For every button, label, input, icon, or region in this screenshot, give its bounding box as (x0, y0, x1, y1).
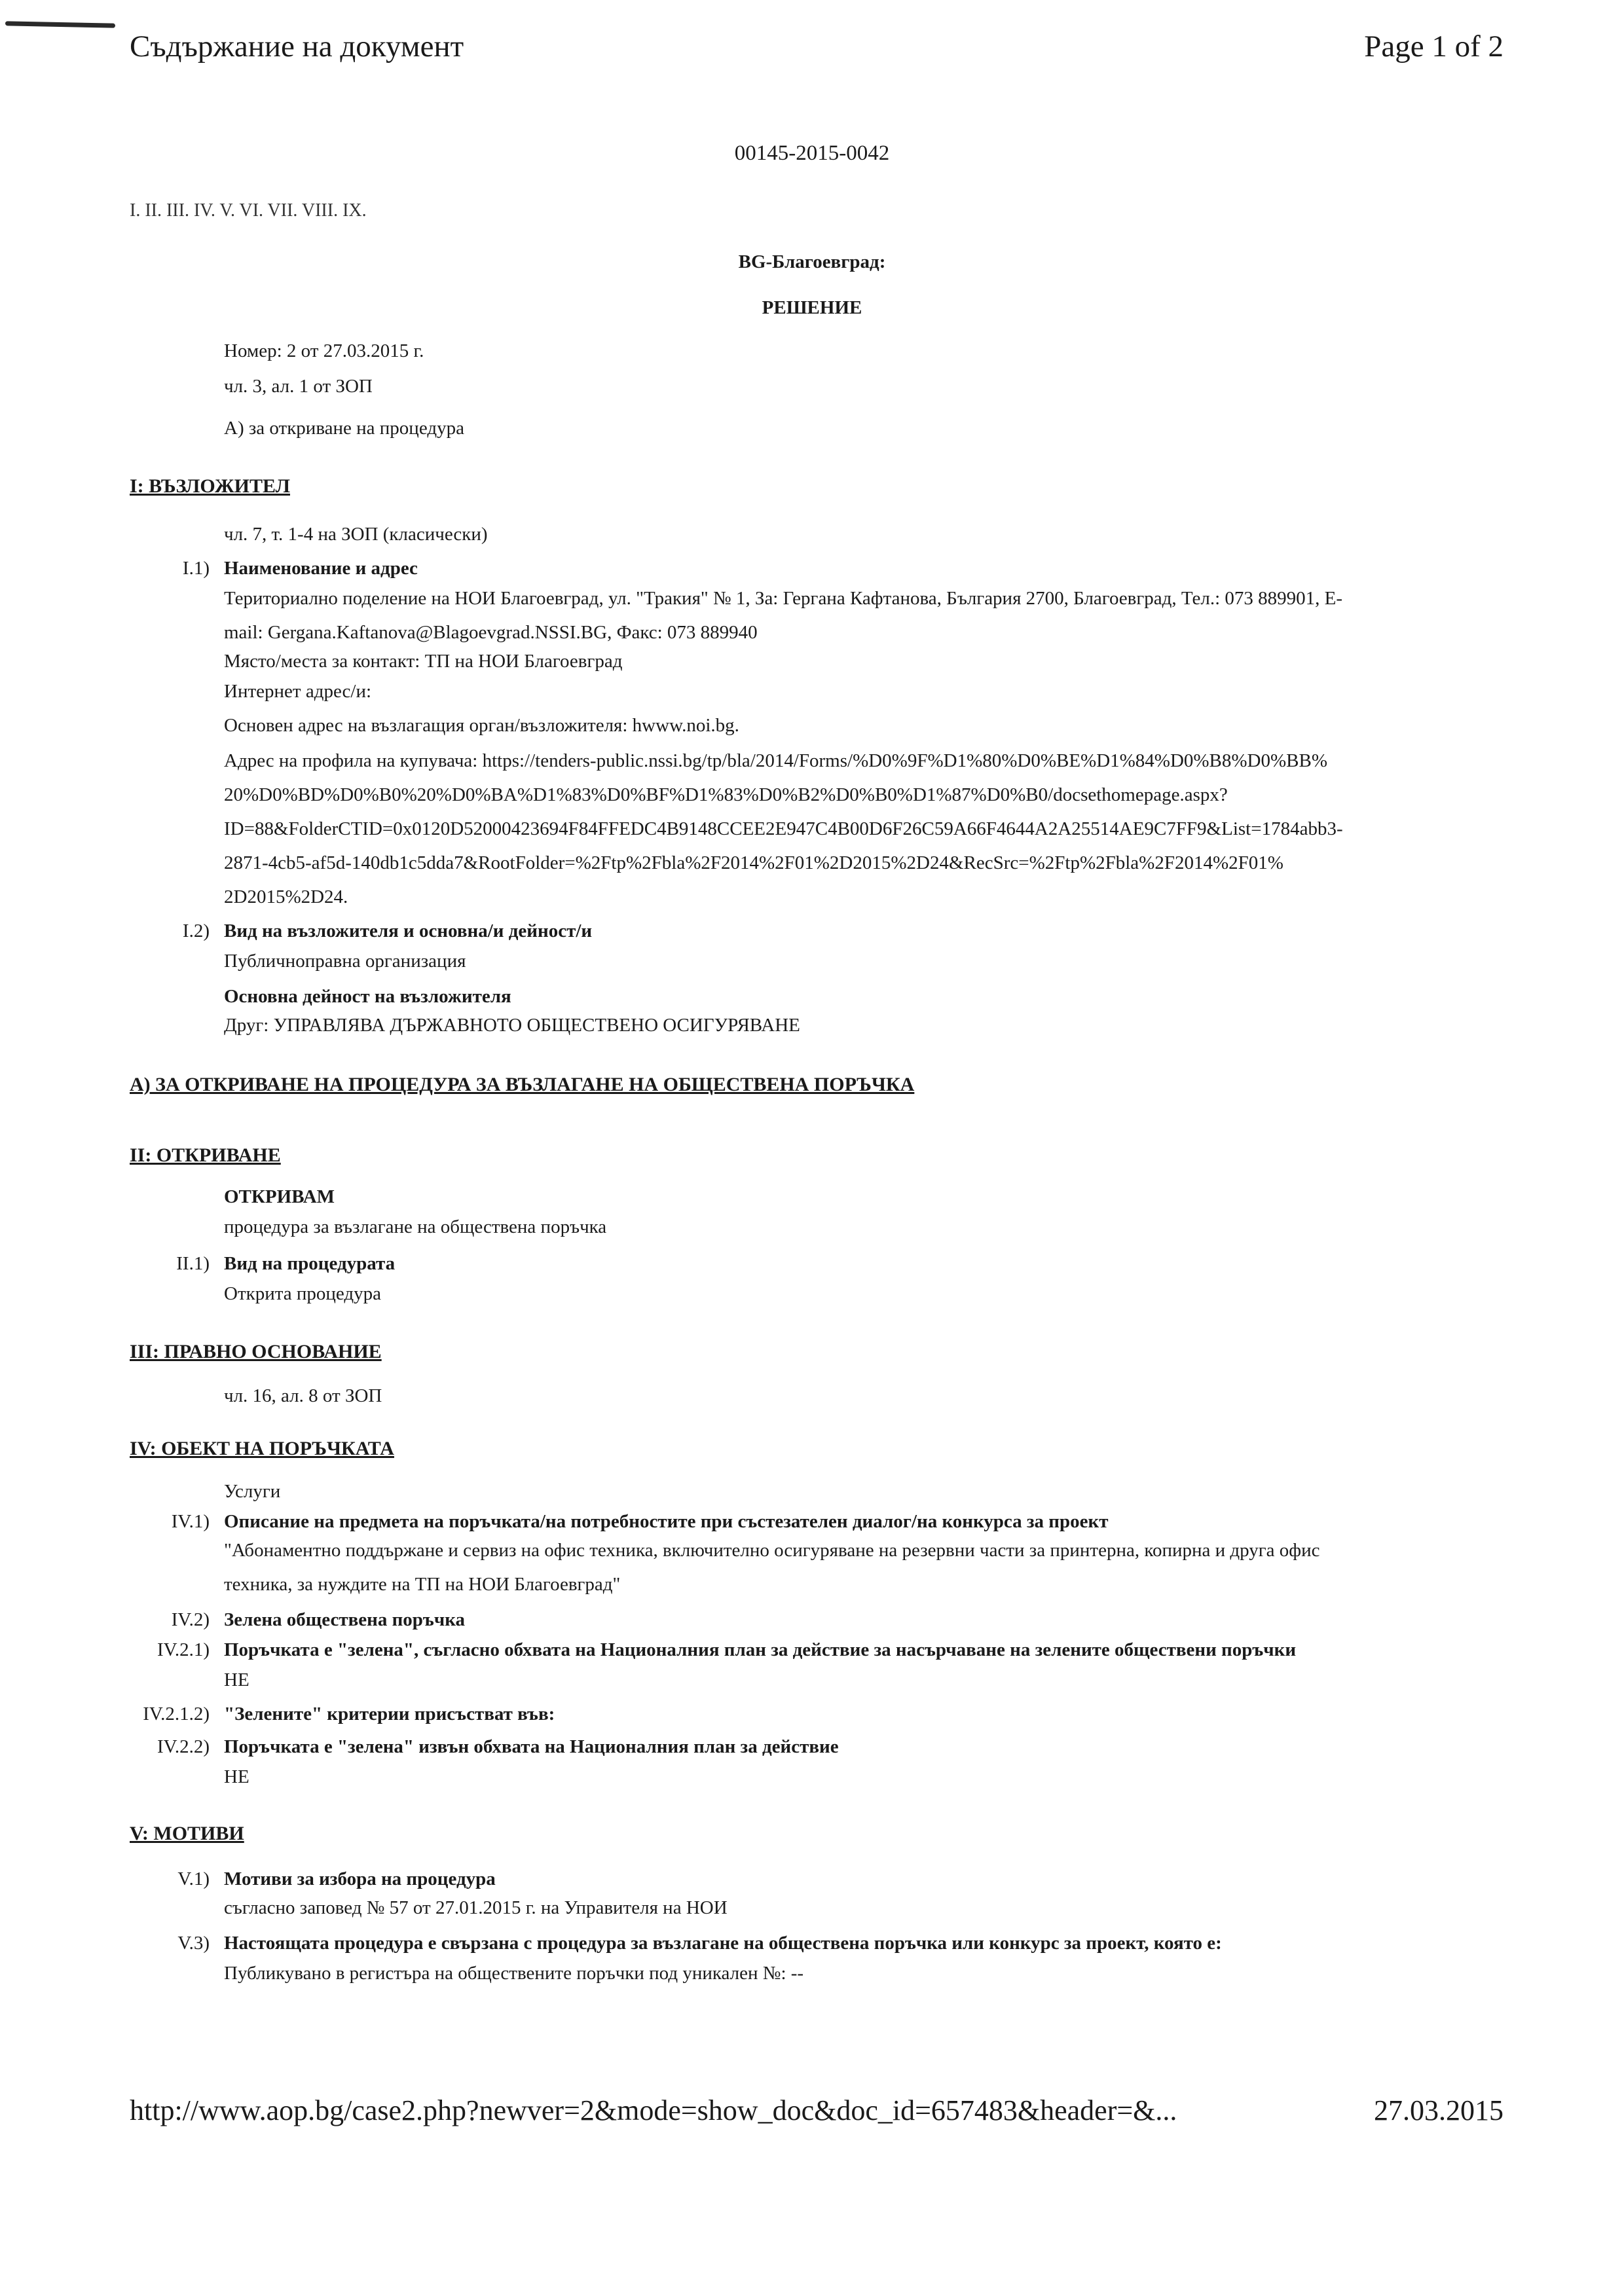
item-iv22-value: НЕ (224, 1766, 249, 1787)
page-number: Page 1 of 2 (1364, 29, 1504, 64)
contract-type: Услуги (224, 1481, 281, 1502)
item-iv2-number: IV.2) (171, 1609, 210, 1630)
buyer-profile-line-2: 20%D0%BD%D0%B0%20%D0%BA%D1%83%D0%BF%D1%83%D0%B2%D0%B0%D1%87%D0%B0/docsethomepage.aspx? (224, 784, 1228, 805)
address-line-1: Териториално поделение на НОИ Благоевград, ул. "Тракия" № 1, За: Гергана Кафтанова, България 2700, Благоевград, Тел.: 073 889901, E- (224, 588, 1343, 609)
legal-basis: чл. 3, ал. 1 от ЗОП (224, 376, 373, 397)
item-v1-number: V.1) (177, 1868, 210, 1889)
item-i2-title: Вид на възложителя и основна/и дейност/и (224, 920, 593, 941)
document-number: 00145-2015-0042 (734, 141, 890, 165)
section-a-title: А) ЗА ОТКРИВАНЕ НА ПРОЦЕДУРА ЗА ВЪЗЛАГАНЕ НА ОБЩЕСТВЕНА ПОРЪЧКА (130, 1074, 915, 1095)
section-1-basis: чл. 7, т. 1-4 на ЗОП (класически) (224, 524, 488, 545)
item-iv212-number: IV.2.1.2) (143, 1704, 210, 1724)
contact-place: Място/места за контакт: ТП на НОИ Благоевград (224, 651, 623, 672)
internet-addresses-label: Интернет адрес/и: (224, 681, 372, 702)
item-ii1-title: Вид на процедурата (224, 1253, 396, 1274)
document-type-heading: РЕШЕНИЕ (762, 297, 862, 318)
item-v1-text: съгласно заповед № 57 от 27.01.2015 г. на Управителя на НОИ (224, 1897, 728, 1918)
footer-source-url: http://www.aop.bg/case2.php?newver=2&mode=show_doc&doc_id=657483&header=&... (130, 2094, 1177, 2126)
item-v3-title: Настоящата процедура е свързана с процедура за възлагане на обществена поръчка или конкурс за проект, която е: (224, 1933, 1222, 1954)
footer-print-date: 27.03.2015 (1374, 2094, 1504, 2126)
section-1-title: I: ВЪЗЛОЖИТЕЛ (130, 475, 290, 497)
item-iv22-number: IV.2.2) (157, 1736, 210, 1757)
item-i1-number: I.1) (182, 558, 210, 579)
open-title: ОТКРИВАМ (224, 1186, 335, 1207)
procedure-type: Открита процедура (224, 1283, 382, 1304)
section-3-title: III: ПРАВНО ОСНОВАНИЕ (130, 1341, 382, 1362)
decision-number: Номер: 2 от 27.03.2015 г. (224, 340, 424, 361)
contract-description-line-2: техника, за нуждите на ТП на НОИ Благоевград" (224, 1574, 621, 1595)
address-line-2: mail: Gergana.Kaftanova@Blagoevgrad.NSSI.BG, Факс: 073 889940 (224, 622, 758, 643)
item-iv212-title: "Зелените" критерии присъстват във: (224, 1704, 555, 1724)
location-heading: BG-Благоевград: (738, 251, 886, 272)
main-activity-title: Основна дейност на възложителя (224, 986, 511, 1007)
buyer-profile-line-4: 2871-4cb5-af5d-140db1c5dda7&RootFolder=%2Ftp%2Fbla%2F2014%2F01%2D2015%2D24&RecSrc=%2Ftp%2Fbla%2F2014%2F01% (224, 852, 1283, 873)
section-5-title: V: МОТИВИ (130, 1823, 244, 1844)
item-v1-title: Мотиви за избора на процедура (224, 1868, 496, 1889)
sections-navigation: I. II. III. IV. V. VI. VII. VIII. IX. (130, 200, 367, 221)
decision-purpose: А) за откриване на процедура (224, 418, 464, 439)
buyer-profile-line-3: ID=88&FolderCTID=0x0120D52000423694F84FFEDC4B9148CCEE2E947C4B00D6F26C59A66F4644A2A25514AE9C7FF9&List=1784abb3- (224, 818, 1343, 839)
contract-description-line-1: "Абонаментно поддържане и сервиз на офис техника, включително осигуряване на резервни части за принтерна, копирна и друга офис (224, 1540, 1320, 1561)
main-address: Основен адрес на възлагащия орган/възложителя: hwww.noi.bg. (224, 715, 739, 736)
item-iv1-number: IV.1) (171, 1511, 210, 1532)
page-header-title: Съдържание на документ (130, 29, 464, 64)
section-2-title: II: ОТКРИВАНЕ (130, 1144, 281, 1166)
contracting-authority-type: Публичноправна организация (224, 951, 466, 972)
item-iv21-value: НЕ (224, 1669, 249, 1690)
item-iv21-title: Поръчката е "зелена", съгласно обхвата на Националния план за действие за насърчаване на зелените обществени поръчки (224, 1639, 1297, 1660)
buyer-profile-line-1: Адрес на профила на купувача: https://tenders-public.nssi.bg/tp/bla/2014/Forms/%D0%9F%D1%80%D0%BE%D1%84%D0%B8%D0%BB% (224, 750, 1328, 771)
item-i1-title: Наименование и адрес (224, 558, 418, 579)
item-v3-number: V.3) (177, 1933, 210, 1954)
open-text: процедура за възлагане на обществена поръчка (224, 1216, 607, 1237)
scan-artifact (5, 21, 115, 28)
item-iv2-title: Зелена обществена поръчка (224, 1609, 465, 1630)
section-4-title: IV: ОБЕКТ НА ПОРЪЧКАТА (130, 1438, 394, 1459)
buyer-profile-line-5: 2D2015%2D24. (224, 886, 348, 907)
item-i2-number: I.2) (182, 920, 210, 941)
item-ii1-number: II.1) (176, 1253, 210, 1274)
main-activity: Друг: УПРАВЛЯВА ДЪРЖАВНОТО ОБЩЕСТВЕНО ОСИГУРЯВАНЕ (224, 1015, 800, 1036)
section-3-text: чл. 16, ал. 8 от ЗОП (224, 1385, 382, 1406)
item-iv1-title: Описание на предмета на поръчката/на потребностите при състезателен диалог/на конкурса за проект (224, 1511, 1109, 1532)
item-iv22-title: Поръчката е "зелена" извън обхвата на Националния план за действие (224, 1736, 839, 1757)
item-iv21-number: IV.2.1) (157, 1639, 210, 1660)
item-v3-text: Публикувано в регистъра на обществените поръчки под уникален №: -- (224, 1963, 804, 1984)
